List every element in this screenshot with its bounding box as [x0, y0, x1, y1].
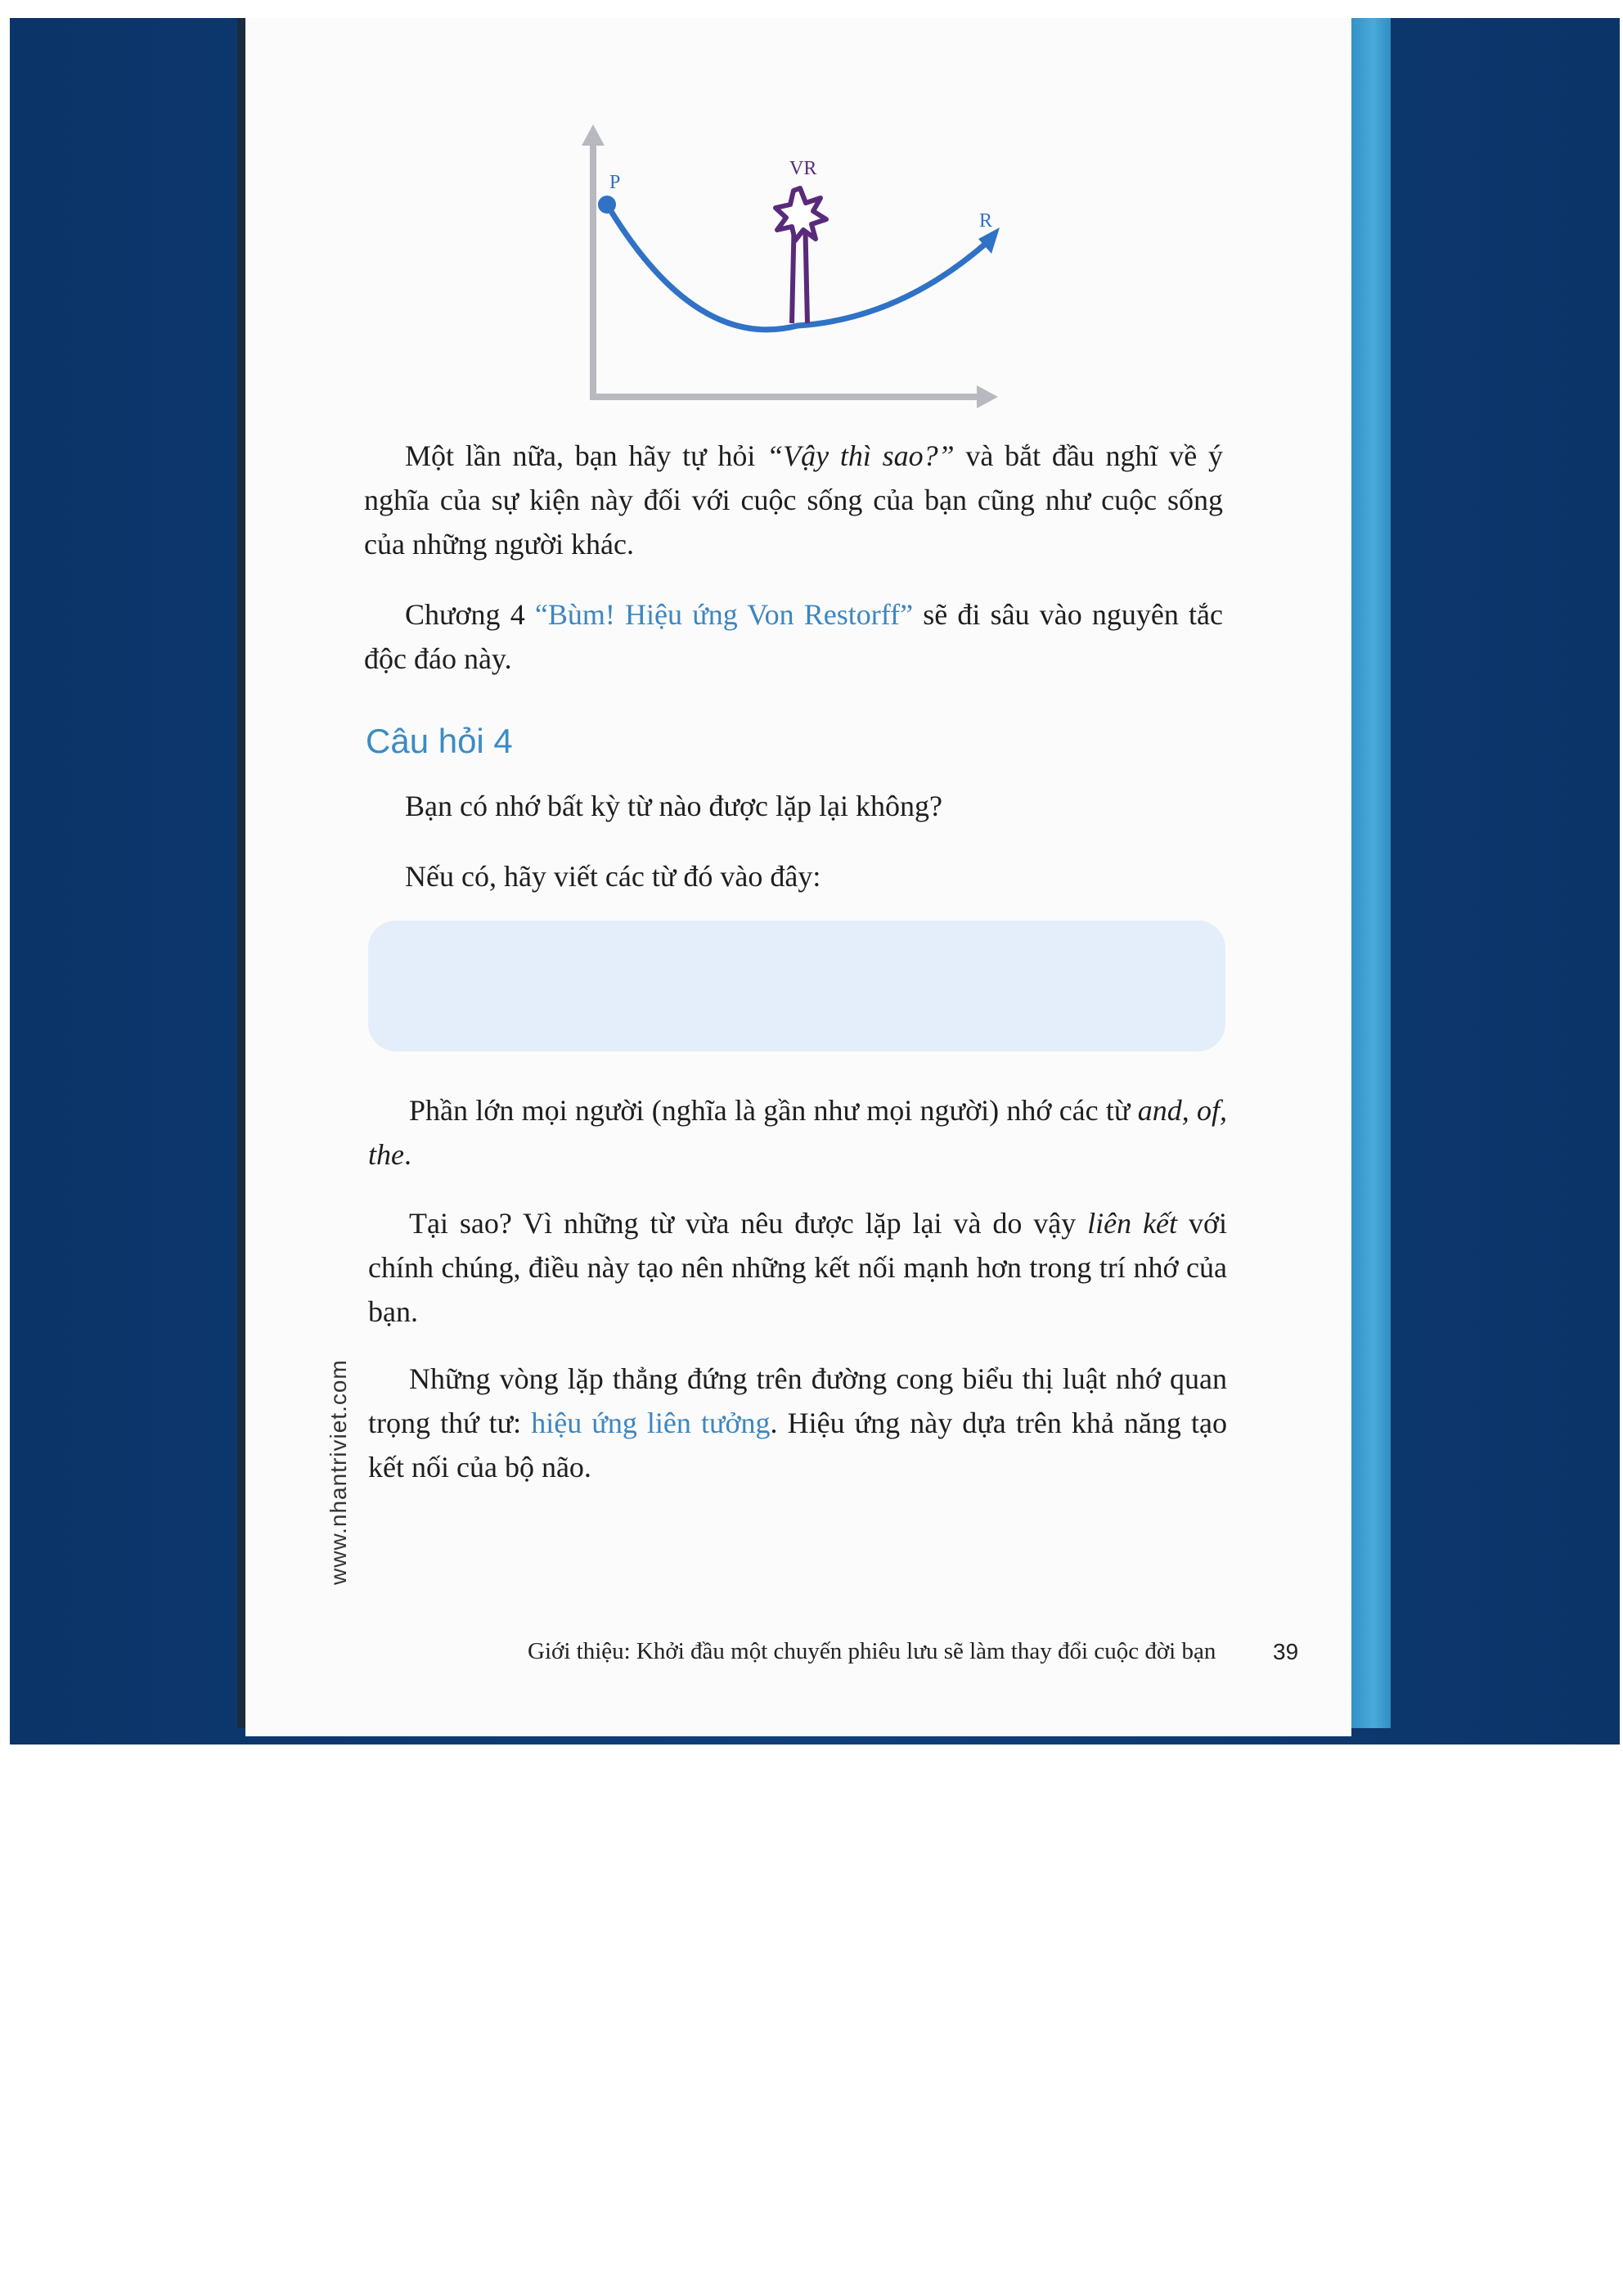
label-vr: VR [789, 158, 817, 179]
answer-box[interactable] [368, 921, 1225, 1051]
running-footer-title: Giới thiệu: Khởi đầu một chuyến phiêu lưu sẽ làm thay đổi cuộc đời bạn [528, 1638, 1216, 1664]
paragraph-text: sẽ đi sâu vào nguyên tắc độc đáo này. [364, 598, 1223, 675]
paragraph-text: . Hiệu ứng này dựa trên khả năng tạo kết nối của bộ não. [368, 1407, 1227, 1483]
page-number: 39 [1273, 1639, 1299, 1664]
paragraph-text: Chương 4 [405, 598, 535, 631]
chapter-link[interactable]: “Bùm! Hiệu ứng Von Restorff” [534, 598, 914, 631]
paragraph-text: với chính chúng, điều này tạo nên những kết nối mạnh hơn trong trí nhớ của bạn. [368, 1207, 1227, 1328]
primacy-point [598, 196, 616, 214]
memory-curve-diagram [327, 106, 1031, 417]
paragraph-chapter-reference [364, 592, 1223, 681]
book-cover-edge [1348, 18, 1391, 1728]
question-instruction: Nếu có, hãy viết các từ đó vào đây: [405, 860, 821, 893]
question-text: Bạn có nhớ bất kỳ từ nào được lặp lại không? [405, 790, 942, 822]
question-heading: Câu hỏi 4 [366, 722, 513, 760]
label-p: P [609, 172, 621, 193]
italic-phrase: liên kết [1087, 1207, 1178, 1240]
paragraph-common-words [368, 1088, 1227, 1177]
paragraph-so-what [364, 434, 1223, 566]
paragraph-why [368, 1201, 1227, 1334]
x-axis-arrowhead [977, 385, 998, 408]
association-effect-link[interactable]: hiệu ứng liên tưởng [531, 1407, 771, 1439]
label-r: R [979, 210, 993, 232]
side-website-url: www.nhantriviet.com [326, 1359, 351, 1585]
vr-star-icon [776, 188, 826, 241]
italic-phrase: “Vậy thì sao?” [767, 439, 955, 472]
paragraph-association-effect [368, 1357, 1227, 1489]
italic-phrase: and, of, the [368, 1094, 1228, 1171]
paragraph-text: Một lần nữa, bạn hãy tự hỏi [405, 439, 767, 472]
paragraph-text: Những vòng lặp thẳng đứng trên đường cong biểu thị luật nhớ quan trọng thứ tư: [368, 1362, 1227, 1439]
paragraph-text: Phần lớn mọi người (nghĩa là gần như mọi người) nhớ các từ [409, 1094, 1138, 1127]
paragraph-text: và bắt đầu nghĩ về ý nghĩa của sự kiện này đối với cuộc sống của bạn cũng như cuộc sống của những người khác. [364, 439, 1223, 560]
paragraph-text: Tại sao? Vì những từ vừa nêu được lặp lại và do vậy [409, 1207, 1088, 1240]
y-axis-arrowhead [582, 124, 605, 146]
paragraph-text: . [403, 1138, 411, 1171]
